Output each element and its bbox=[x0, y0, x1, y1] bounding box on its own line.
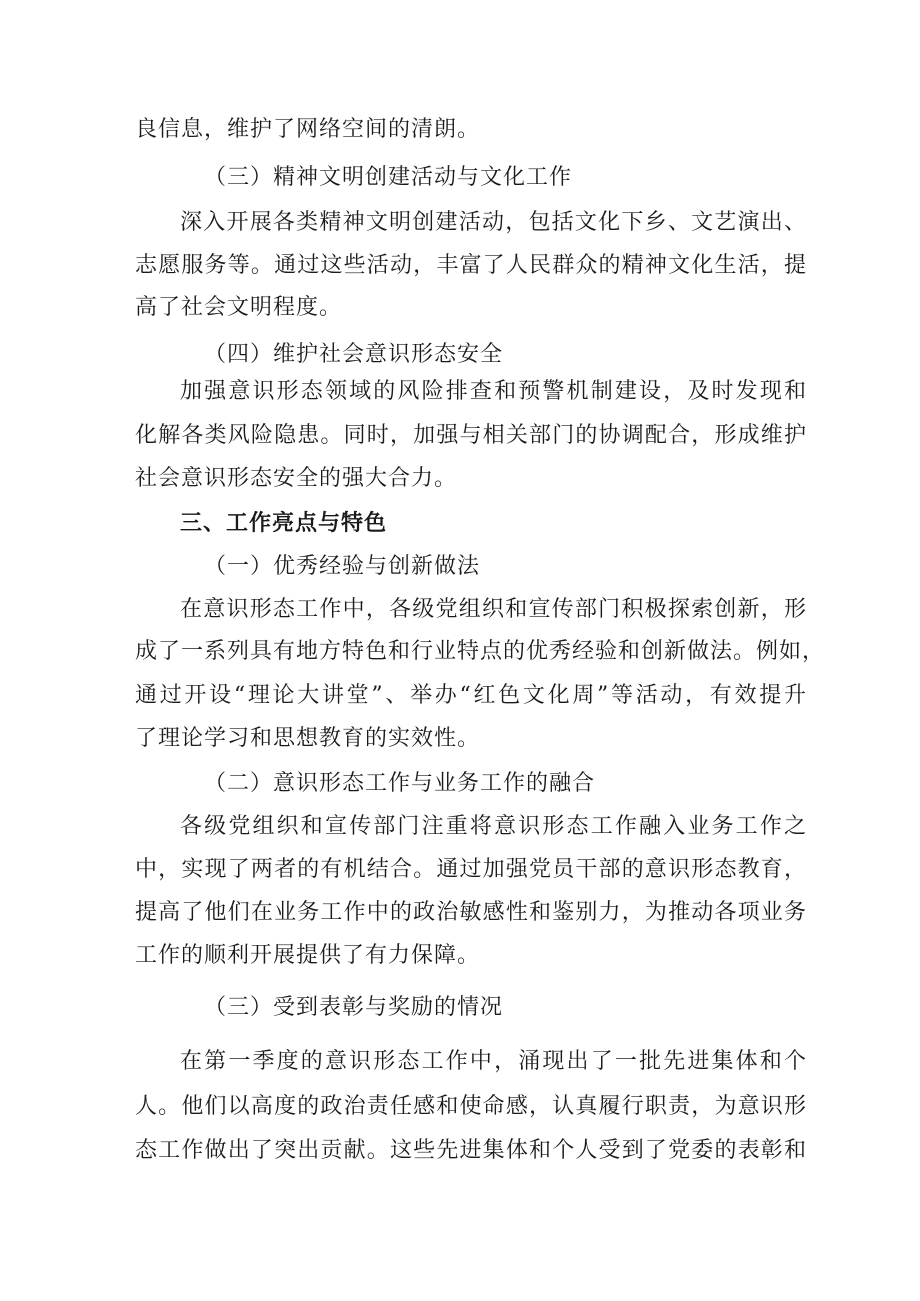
subsection-heading: （二）意识形态工作与业务工作的融合 bbox=[204, 771, 596, 796]
paragraph-line: 人。他们以高度的政治责任感和使命感，认真履行职责，为意识形 bbox=[135, 1094, 807, 1119]
paragraph-line: 社会意识形态安全的强大合力。 bbox=[135, 466, 458, 491]
paragraph-line: 态工作做出了突出贡献。这些先进集体和个人受到了党委的表彰和 bbox=[135, 1138, 807, 1163]
paragraph-line: 了理论学习和思想教育的实效性。 bbox=[135, 726, 481, 751]
subsection-heading: （三）精神文明创建活动与文化工作 bbox=[204, 165, 573, 190]
paragraph-line: 提高了他们在业务工作中的政治敏感性和鉴别力，为推动各项业务 bbox=[135, 900, 807, 925]
paragraph-line: 在第一季度的意识形态工作中，涌现出了一批先进集体和个 bbox=[180, 1049, 807, 1074]
section-heading: 三、工作亮点与特色 bbox=[180, 511, 388, 536]
paragraph-line: 加强意识形态领域的风险排查和预警机制建设，及时发现和 bbox=[180, 379, 807, 404]
subsection-heading: （三）受到表彰与奖励的情况 bbox=[204, 995, 504, 1020]
subsection-heading: （四）维护社会意识形态安全 bbox=[204, 342, 504, 367]
subsection-heading: （一）优秀经验与创新做法 bbox=[204, 554, 481, 579]
paragraph-line: 通过开设“理论大讲堂”、举办“红色文化周”等活动，有效提升 bbox=[135, 683, 807, 708]
paragraph-line: 化解各类风险隐患。同时，加强与相关部门的协调配合，形成维护 bbox=[135, 423, 807, 448]
paragraph-line: 工作的顺利开展提供了有力保障。 bbox=[135, 943, 481, 968]
paragraph-line: 高了社会文明程度。 bbox=[135, 295, 343, 320]
paragraph-line: 各级党组织和宣传部门注重将意识形态工作融入业务工作之 bbox=[180, 814, 807, 839]
paragraph-line: 成了一系列具有地方特色和行业特点的优秀经验和创新做法。例如， bbox=[135, 639, 826, 664]
paragraph-line: 在意识形态工作中，各级党组织和宣传部门积极探索创新，形 bbox=[180, 597, 807, 622]
paragraph-line: 中，实现了两者的有机结合。通过加强党员干部的意识形态教育， bbox=[135, 857, 807, 882]
paragraph-line: 志愿服务等。通过这些活动，丰富了人民群众的精神文化生活，提 bbox=[135, 253, 807, 278]
paragraph-line: 深入开展各类精神文明创建活动，包括文化下乡、文艺演出、 bbox=[180, 210, 807, 235]
paragraph-line: 良信息，维护了网络空间的清朗。 bbox=[135, 117, 481, 142]
